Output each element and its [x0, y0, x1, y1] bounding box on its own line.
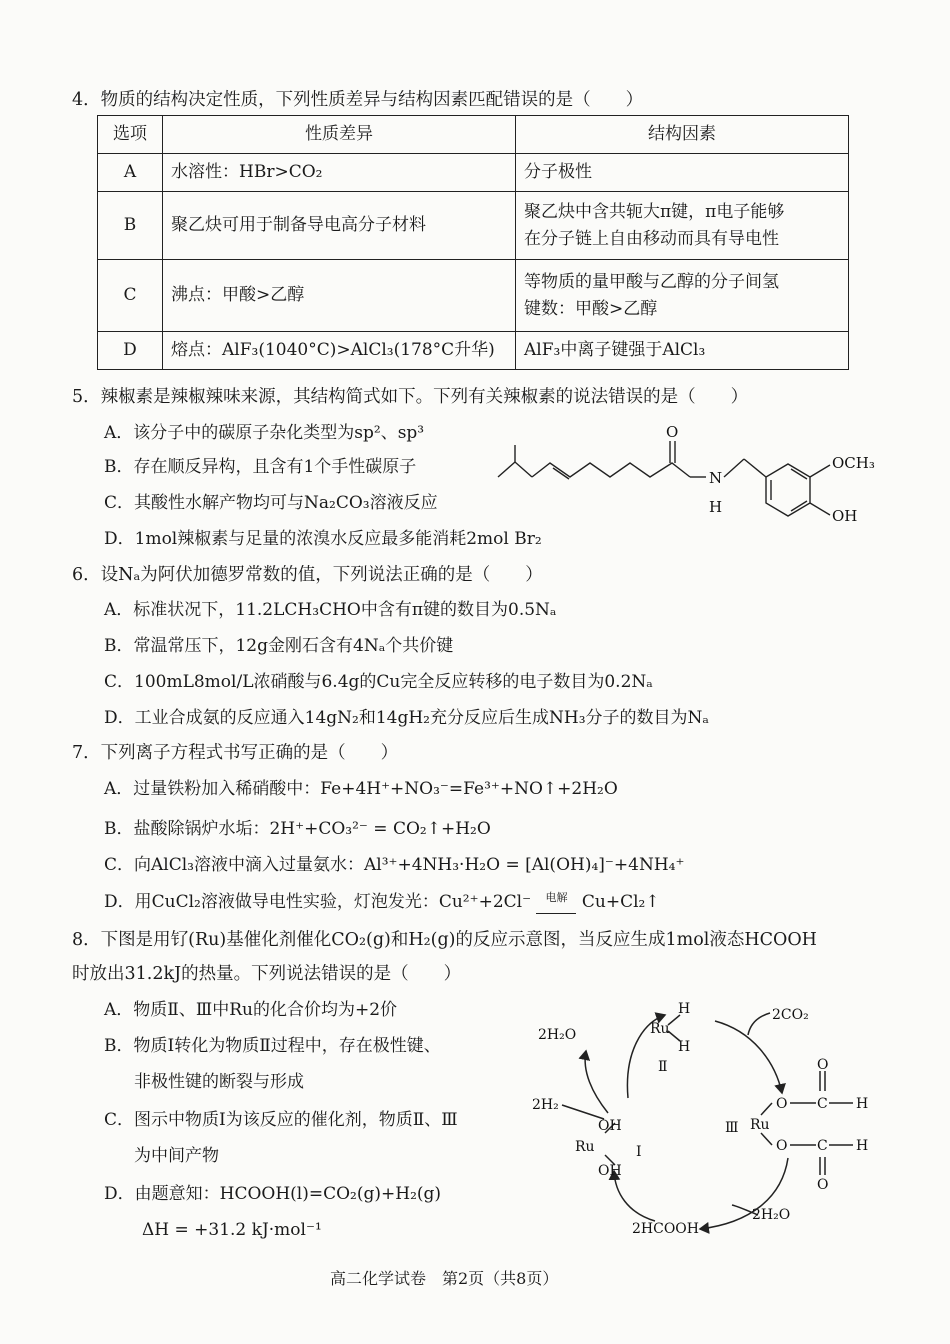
row-option: A — [98, 154, 163, 192]
svg-text:H: H — [678, 1039, 691, 1055]
label-III: Ⅲ — [725, 1120, 739, 1136]
q8-option-b: B．物质Ⅰ转化为物质Ⅱ过程中，存在极性键、 — [104, 1036, 441, 1056]
co2-label: 2CO₂ — [772, 1007, 809, 1023]
table-header-row — [98, 116, 849, 154]
q8-option-c: C．图示中物质Ⅰ为该反应的催化剂，物质Ⅱ、Ⅲ — [104, 1110, 458, 1130]
q8-option-a: A．物质Ⅱ、Ⅲ中Ru的化合价均为+2价 — [104, 1000, 398, 1020]
page-footer: 高二化学试卷 第2页（共8页） — [330, 1269, 559, 1288]
electrolysis-label: 电解 — [545, 891, 568, 904]
q7-option-a: A．过量铁粉加入稀硝酸中：Fe+4H⁺+NO₃⁻=Fe³⁺+NO↑+2H₂O — [104, 779, 618, 799]
q8-stem-line2: 时放出31.2kJ的热量。下列说法错误的是（ ） — [72, 964, 462, 984]
row-option: D — [98, 332, 163, 370]
label-II: Ⅱ — [658, 1059, 668, 1075]
q6-option-d: D．工业合成氨的反应通入14gN₂和14gH₂充分反应后生成NH₃分子的数目为Nₐ — [104, 708, 709, 728]
row-option: C — [98, 260, 163, 332]
q7-option-b: B．盐酸除锅炉水垢：2H⁺+CO₃²⁻ = CO₂↑+H₂O — [104, 819, 491, 839]
table-row — [98, 192, 849, 260]
ru-I: Ru — [575, 1139, 595, 1155]
label-n: N — [709, 469, 723, 487]
ru-II: Ru — [650, 1021, 670, 1037]
q8-option-b-cont: 非极性键的断裂与形成 — [134, 1072, 304, 1092]
table-row — [98, 332, 849, 370]
svg-text:C: C — [817, 1096, 828, 1112]
q7-option-d: D．用CuCl₂溶液做导电性实验，灯泡发光：Cu²⁺+2Cl⁻ 电解 Cu+Cl₂↑ — [104, 891, 660, 912]
label-och3: OCH₃ — [832, 454, 875, 472]
svg-text:O: O — [776, 1138, 788, 1154]
q7-option-c: C．向AlCl₃溶液中滴入过量氨水：Al³⁺+4NH₃·H₂O = [Al(OH)₄]⁻+4NH₄⁺ — [104, 855, 685, 875]
q7-stem: 7．下列离子方程式书写正确的是（ ） — [72, 743, 399, 763]
svg-text:OH: OH — [598, 1163, 622, 1179]
catalytic-cycle-diagram — [520, 993, 890, 1253]
h2o-bottom: 2H₂O — [752, 1207, 791, 1223]
row-property: 熔点：AlF₃(1040°C)>AlCl₃(178°C升华) — [163, 332, 516, 370]
q4-table — [97, 115, 849, 370]
label-h: H — [709, 498, 723, 516]
ru-III: Ru — [750, 1117, 770, 1133]
row-property: 水溶性：HBr>CO₂ — [163, 154, 516, 192]
row-property: 聚乙炔可用于制备导电高分子材料 — [163, 192, 516, 260]
label-I: Ⅰ — [636, 1144, 642, 1160]
row-cause: 聚乙炔中含共轭大π键，π电子能够 在分子链上自由移动而具有导电性 — [516, 192, 849, 260]
svg-text:H: H — [856, 1138, 869, 1154]
svg-text:H: H — [856, 1096, 869, 1112]
q8-option-d-enthalpy: ΔH = +31.2 kJ·mol⁻¹ — [142, 1220, 322, 1240]
table-row — [98, 260, 849, 332]
q8-option-d: D．由题意知：HCOOH(l)=CO₂(g)+H₂(g) — [104, 1184, 442, 1204]
svg-text:C: C — [817, 1138, 828, 1154]
q6-option-b: B．常温常压下，12g金刚石含有4Nₐ个共价键 — [104, 636, 454, 656]
q8-option-c-cont: 为中间产物 — [134, 1146, 219, 1166]
q5-option-c: C．其酸性水解产物均可与Na₂CO₃溶液反应 — [104, 493, 438, 513]
row-cause: 分子极性 — [516, 154, 849, 192]
label-oh: OH — [832, 507, 858, 525]
svg-text:OH: OH — [598, 1118, 622, 1134]
h2-label: 2H₂ — [532, 1097, 559, 1113]
svg-text:O: O — [776, 1096, 788, 1112]
table-row — [98, 154, 849, 192]
header-cause: 结构因素 — [516, 116, 849, 154]
q6-stem: 6．设Nₐ为阿伏加德罗常数的值，下列说法正确的是（ ） — [72, 565, 543, 585]
svg-text:O: O — [817, 1177, 829, 1193]
row-cause: AlF₃中离子键强于AlCl₃ — [516, 332, 849, 370]
q5-stem: 5．辣椒素是辣椒辣味来源，其结构简式如下。下列有关辣椒素的说法错误的是（ ） — [72, 387, 749, 407]
header-option: 选项 — [98, 116, 163, 154]
label-o: O — [666, 423, 679, 441]
capsaicin-structure — [490, 415, 890, 530]
svg-text:H: H — [678, 1001, 691, 1017]
row-cause: 等物质的量甲酸与乙醇的分子间氢 键数：甲酸>乙醇 — [516, 260, 849, 332]
hcooh-label: 2HCOOH — [632, 1221, 699, 1237]
q8-stem-line1: 8．下图是用钌(Ru)基催化剂催化CO₂(g)和H₂(g)的反应示意图，当反应生成1mol液态HCOOH — [72, 930, 817, 950]
row-option: B — [98, 192, 163, 260]
q5-option-a: A．该分子中的碳原子杂化类型为sp²、sp³ — [104, 423, 425, 443]
h2o-release-arrow — [585, 1051, 608, 1113]
header-property: 性质差异 — [163, 116, 516, 154]
q6-option-a: A．标准状况下，11.2LCH₃CHO中含有π键的数目为0.5Nₐ — [104, 600, 557, 620]
q6-option-c: C．100mL8mol/L浓硝酸与6.4g的Cu完全反应转移的电子数目为0.2Nₐ — [104, 672, 653, 692]
q4-stem: 4．物质的结构决定性质，下列性质差异与结构因素匹配错误的是（ ） — [72, 90, 644, 110]
row-property: 沸点：甲酸>乙醇 — [163, 260, 516, 332]
h2o-top: 2H₂O — [538, 1027, 577, 1043]
q5-option-b: B．存在顺反异构，且含有1个手性碳原子 — [104, 457, 417, 477]
svg-text:O: O — [817, 1057, 829, 1073]
q5-option-d: D．1mol辣椒素与足量的浓溴水反应最多能消耗2mol Br₂ — [104, 529, 542, 549]
